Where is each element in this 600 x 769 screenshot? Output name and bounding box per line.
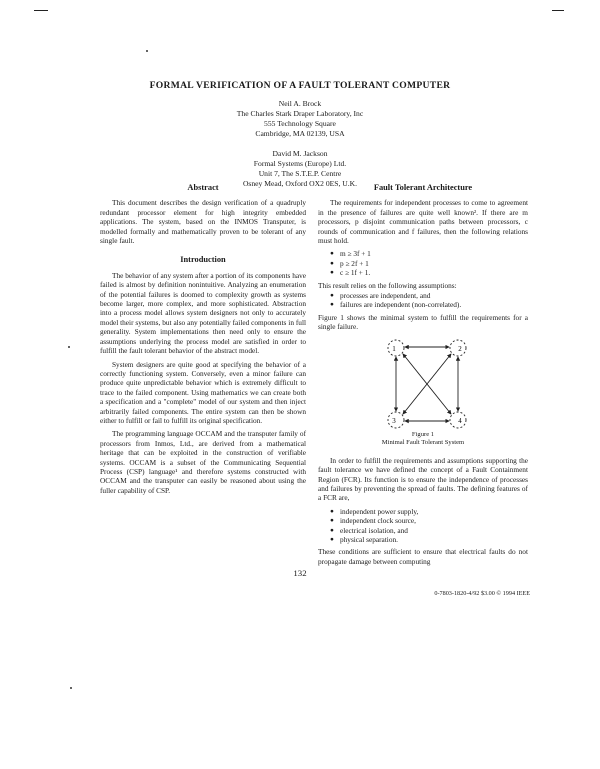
scan-speck: [146, 50, 148, 52]
bullet-icon: ●: [330, 517, 334, 525]
bullet-icon: ●: [330, 259, 334, 267]
paper-title: FORMAL VERIFICATION OF A FAULT TOLERANT COMPUTER: [149, 80, 451, 91]
author-affiliation: The Charles Stark Draper Laboratory, Inc: [236, 109, 364, 118]
abstract-text: This document describes the design verification of a quadruply redundant processor element for high integrity embedded applications. The system, based on the INMOS Transputer, is modelled formally and mathematically proven to be tolerant of any single fault.: [100, 198, 306, 246]
list-item: ● p ≥ 2f + 1: [330, 258, 369, 268]
bullet-icon: ●: [330, 535, 334, 543]
left-column: [100, 183, 306, 499]
assumptions-intro: This result relies on the following assumptions:: [318, 280, 457, 290]
intro-paragraph: The behavior of any system after a portion of its components have failed is almost by definition nonintuitive. Analyzing an enumeration of the potential failures is doomed to complexity growth as systems become larger, more complex, and more sophisticated. Abstraction into a process model allows system designers not only to accurately model their systems, but also any potentially failed components in full generality. System implementations then need only to ensure the assumptions underlying the process model are satisfied in order to fulfill the fault tolerant behavior of the abstract model.: [100, 270, 306, 356]
list-item: ● failures are independent (non-correlated).: [330, 300, 462, 310]
page-number: 132: [293, 568, 307, 578]
architecture-heading: Fault Tolerant Architecture: [373, 183, 473, 192]
figure-caption: Minimal Fault Tolerant System: [381, 438, 465, 446]
processor-node-3: [388, 412, 404, 428]
author-street: 555 Technology Square: [264, 119, 336, 128]
relations-list: [318, 249, 528, 277]
introduction-heading: Introduction: [180, 255, 226, 265]
node-label: 1: [392, 344, 396, 353]
intro-paragraph: The programming language OCCAM and the transputer family of processors from Inmos, Ltd., are derived from a mathematical heritage that can be exploited in the construction of verifiable systems. OCCAM is a subset of the Communicating Sequential Process (CSP) language¹ and therefore systems constructed with OCCAM and the transputer can easily be reasoned about using the fuller capability of CSP.: [100, 429, 306, 495]
list-item: ● electrical isolation, and: [330, 525, 408, 535]
fcr-paragraph: In order to fulfill the requirements and assumptions supporting the fault tolerance we have defined the concept of a Fault Containment Region (FCR). Its function is to ensure the independence of processes and failures by preventing the spread of faults. The defining features of a FCR are,: [318, 455, 528, 503]
copyright-line: 0-7803-1820-4/92 $3.00 © 1994 IEEE: [434, 590, 530, 597]
author-city: Cambridge, MA 02139, USA: [255, 129, 345, 138]
list-item: ● m ≥ 3f + 1: [330, 249, 371, 259]
figure-number: Figure 1: [411, 430, 435, 438]
list-item: ● processes are independent, and: [330, 291, 431, 301]
abstract-heading: Abstract: [187, 183, 219, 192]
processor-node-1: [388, 340, 404, 356]
node-label: 4: [458, 416, 462, 425]
bullet-icon: ●: [330, 250, 334, 258]
author-name: Neil A. Brock: [278, 99, 322, 108]
author-block-1: [0, 99, 600, 139]
list-item: ● physical separation.: [330, 534, 398, 544]
bullet-icon: ●: [330, 269, 334, 277]
list-item: ● c ≥ 1f + 1.: [330, 268, 371, 278]
bullet-icon: ●: [330, 301, 334, 309]
bullet-icon: ●: [330, 507, 334, 515]
scan-mark: [34, 10, 48, 11]
author-name: David M. Jackson: [272, 149, 328, 158]
node-label: 3: [392, 416, 396, 425]
bullet-icon: ●: [330, 292, 334, 300]
author-affiliation: Formal Systems (Europe) Ltd.: [253, 159, 347, 168]
assumptions-list: [318, 291, 528, 310]
list-item: ● independent clock source,: [330, 516, 416, 526]
fcr-features-list: [318, 507, 528, 545]
architecture-intro: The requirements for independent processes to come to agreement in the presence of failures are quite well known². If there are m processors, p disjoint communication paths between processors, c rounds of communication and f failures, then the following relations must hold.: [318, 198, 528, 246]
author-city: Osney Mead, Oxford OX2 0ES, U.K.: [242, 179, 358, 188]
list-item: ● independent power supply,: [330, 506, 419, 516]
figure-1: [318, 336, 528, 448]
intro-paragraph: System designers are quite good at specifying the behavior of a correctly functioning system. Conversely, even a minor failure can produce quite unpredictable behavior which is extremely difficult to trace to the failed component. Using mathematics we can create both a specification and a "complete" model of our system and then inject arbitrarily failed components. The entire system can then be shown either to fulfill or fail to fulfill its original specification.: [100, 359, 306, 425]
figure-reference: Figure 1 shows the minimal system to fulfill the requirements for a single failure.: [318, 312, 528, 332]
bullet-icon: ●: [330, 526, 334, 534]
scan-mark: [552, 10, 564, 11]
right-column: [318, 183, 528, 570]
closing-paragraph: These conditions are sufficient to ensure that electrical faults do not propagate damage between computing: [318, 547, 528, 566]
node-label: 2: [458, 344, 462, 353]
author-street: Unit 7, The S.T.E.P. Centre: [258, 169, 342, 178]
scan-speck: [70, 687, 72, 689]
scan-speck: [68, 346, 70, 348]
